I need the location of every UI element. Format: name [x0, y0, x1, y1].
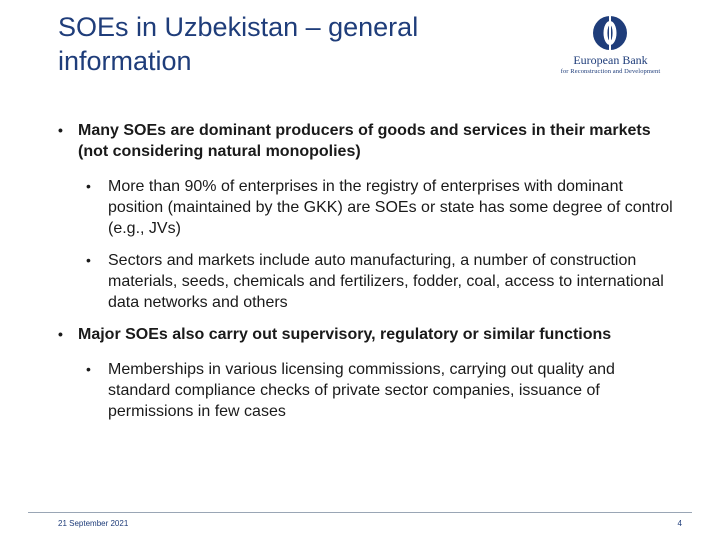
bullet-list [58, 120, 678, 422]
bullet-text: Many SOEs are dominant producers of goods and services in their markets (not considering natural monopolies) [78, 122, 651, 160]
bullet-level2 [86, 176, 678, 239]
slide-title: SOEs in Uzbekistan – general information [58, 12, 419, 76]
footer-date: 21 September 2021 [58, 519, 129, 528]
ebrd-emblem-icon [591, 14, 629, 52]
logo-subtitle: for Reconstruction and Development [560, 68, 661, 75]
bullet-text: More than 90% of enterprises in the registry of enterprises with dominant position (maintained by the GKK) are SOEs or state has some degree of control (e.g., JVs) [108, 178, 673, 237]
bullet-dot: • [58, 326, 63, 342]
bullet-dot: • [86, 252, 91, 268]
logo-name: European Bank [573, 53, 648, 67]
footer-divider [28, 512, 692, 513]
bullet-dot: • [86, 178, 91, 194]
ebrd-logo [553, 14, 668, 78]
bullet-dot: • [86, 361, 91, 377]
bullet-text: Major SOEs also carry out supervisory, regulatory or similar functions [78, 326, 612, 343]
bullet-dot: • [58, 122, 63, 138]
bullet-text: Memberships in various licensing commissions, carrying out quality and standard compliance checks of private sector companies, issuance of permissions in few cases [108, 361, 615, 420]
bullet-text: Sectors and markets include auto manufacturing, a number of construction materials, seeds, chemicals and fertilizers, fodder, coal, access to international data networks and others [108, 252, 664, 311]
bullet-level2 [86, 250, 678, 313]
bullet-level2 [86, 359, 678, 422]
bullet-level1 [58, 324, 678, 345]
bullet-level1 [58, 120, 678, 162]
page-number: 4 [677, 519, 682, 528]
